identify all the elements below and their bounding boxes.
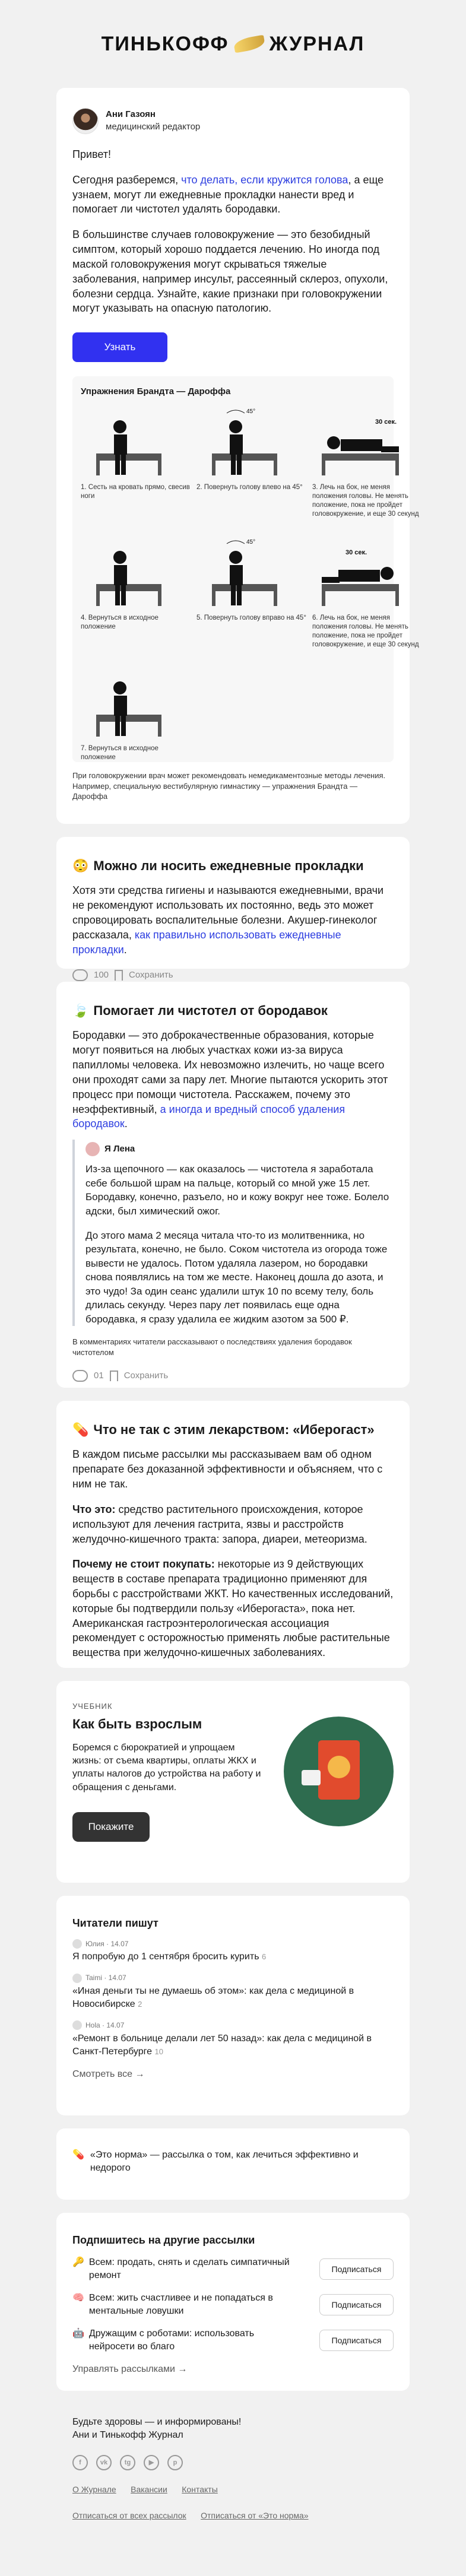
book-title: Как быть взрослым bbox=[72, 1716, 202, 1731]
norm-text: 💊 «Это норма» — рассылка о том, как лечиться эффективно и недорого bbox=[72, 2149, 394, 2175]
comment-count: 100 bbox=[94, 969, 109, 980]
pill-emoji-icon: 💊 bbox=[72, 2150, 84, 2160]
svg-text:30 сек.: 30 сек. bbox=[345, 549, 367, 557]
author-name: Ани Газоян bbox=[106, 109, 156, 120]
svg-text:45°: 45° bbox=[246, 408, 256, 415]
iberogast-p1: В каждом письме рассылки мы рассказываем вам об одном препарате без доказанной эффективности и объясняем, что с ним не так. bbox=[72, 1448, 383, 1490]
show-button[interactable]: Покажите bbox=[72, 1812, 150, 1842]
intro-paragraph-2: В большинстве случаев головокружение — это безобидный симптом, который хорошо поддается лечению. Но иногда под маской головокружения могут скрываться тяжелые заболевания, например инсульт, рассеянный склероз, опухоли, болезни сердца. Узнайте, какие признаки при головокружении могут указывать на опасную патологию. bbox=[72, 229, 388, 315]
logo-right: ЖУРНАЛ bbox=[269, 32, 365, 55]
leaf-emoji-icon: 🍃 bbox=[72, 1003, 89, 1018]
iberogast-title: 💊 Что не так с этим лекарством: «Иберогаст» bbox=[72, 1421, 394, 1439]
logo-left: ТИНЬКОФФ bbox=[101, 32, 229, 55]
footer-links bbox=[72, 2483, 394, 2496]
book-eyebrow: УЧЕБНИК bbox=[72, 1702, 113, 1711]
quote-author: Я Лена bbox=[85, 1142, 394, 1156]
subscription-row: 🤖 Дружащим с роботами: использовать нейросети во благо Подписаться bbox=[72, 2327, 394, 2353]
pads-reactions bbox=[72, 969, 394, 982]
subscription-row: 🔑 Всем: продать, снять и сделать симпатичный ремонт Подписаться bbox=[72, 2256, 394, 2282]
comment-count: 6 bbox=[261, 1952, 267, 1962]
reader-avatar bbox=[72, 2020, 82, 2030]
svg-text:30 сек.: 30 сек. bbox=[375, 418, 397, 426]
step-7-text: 7. Вернуться в исходное положение bbox=[81, 745, 158, 762]
iberogast-p2: Что это: средство растительного происхождения, которое используют для лечения гастрита, язвы и расстройств желудочно-кишечного тракта: запора, диареи, метеоризма. bbox=[72, 1503, 367, 1545]
unsubscribe-all-link[interactable]: Отписаться от всех рассылок bbox=[72, 2511, 186, 2521]
subscriptions-title: Подпишитесь на другие рассылки bbox=[72, 2234, 255, 2246]
pill-emoji-icon: 💊 bbox=[72, 1422, 89, 1437]
vk-icon[interactable]: vk bbox=[96, 2455, 112, 2470]
figure-caption: При головокружении врач может рекомендовать немедикаментозные методы лечения. Например, специальную вестибулярную гимнастику — упражнения Брандта — Дароффа bbox=[72, 771, 386, 801]
comment-count: 01 bbox=[94, 1371, 104, 1381]
quote-note: В комментариях читатели рассказывают о последствиях удаления бородавок чистотелом bbox=[72, 1337, 352, 1357]
save-label[interactable]: Сохранить bbox=[123, 1371, 169, 1381]
warts-link[interactable]: а иногда и вредный способ удаления бородавок bbox=[72, 1103, 345, 1130]
intro-card bbox=[56, 88, 419, 824]
step-3-text: 3. Лечь на бок, не меняя положения головы. Не менять положение, пока не пройдет головокружение, и еще 30 секунд bbox=[312, 484, 419, 518]
step-6-text: 6. Лечь на бок, не меняя положения головы. Не менять положение, пока не пройдет головокружение, и еще 30 секунд bbox=[312, 614, 419, 649]
step-4-image bbox=[78, 531, 191, 611]
reader-avatar bbox=[72, 1974, 82, 1983]
pads-title: 😳 Можно ли носить ежедневные прокладки bbox=[72, 857, 394, 875]
learn-button[interactable]: Узнать bbox=[72, 332, 167, 362]
intro-paragraph-1: Сегодня разберемся, что делать, если кружится голова, а еще узнаем, могут ли ежедневные прокладки нанести вред и помогает ли чистотел удалять бородавки. bbox=[72, 173, 384, 215]
iberogast-p3: Почему не стоит покупать: некоторые из 9 действующих веществ в составе препарата традиционно применяют для борьбы с расстройствами ЖКТ. Но качественных исследований, которые бы подтвердили пользу «Иберогаста», пока нет. Американская гастроэнтерологическая ассоциация рекомендует с осторожностью применять любые растительные вещества при желудочно-кишечных заболеваниях. bbox=[72, 1558, 394, 1659]
step-2-image bbox=[194, 400, 307, 480]
comment-icon[interactable] bbox=[72, 969, 88, 981]
dizziness-link[interactable]: что делать, если кружится голова bbox=[181, 173, 348, 186]
step-7-image bbox=[78, 661, 191, 741]
robot-emoji-icon: 🤖 bbox=[72, 2328, 84, 2339]
bookmark-icon[interactable] bbox=[115, 970, 123, 981]
figure-title: Упражнения Брандта — Дароффа bbox=[81, 386, 231, 397]
unsubscribe-links bbox=[72, 2510, 394, 2523]
card-icon bbox=[302, 1770, 321, 1785]
see-all-link[interactable]: Смотреть все → bbox=[72, 2069, 145, 2079]
comment-count: 10 bbox=[154, 2047, 163, 2056]
quote-paragraph-1: Из-за щепочного — как оказалось — чистотела я заработала себе большой шрам на пальце, который со мной уже 15 лет. Бородавку, конечно, разъело, но и кожу вокруг нее тоже. Болело адски, был химический ожог. bbox=[85, 1163, 389, 1217]
shocked-emoji-icon: 😳 bbox=[72, 858, 89, 873]
unsubscribe-this-link[interactable]: Отписаться от «Это норма» bbox=[201, 2511, 309, 2521]
readers-title: Читатели пишут bbox=[72, 1917, 158, 1929]
step-1-text: 1. Сесть на кровать прямо, свесив ноги bbox=[81, 484, 190, 500]
book-text: Боремся с бюрократией и упрощаем жизнь: от съема квартиры, оплаты ЖКХ и уплаты налогов до устройства на работу и обращения с деньгами. bbox=[72, 1743, 261, 1793]
step-5-image bbox=[194, 531, 307, 611]
warts-card bbox=[56, 982, 410, 1388]
feather-icon bbox=[233, 35, 265, 53]
social-links bbox=[72, 2455, 394, 2470]
step-5-text: 5. Повернуть голову вправо на 45° bbox=[196, 614, 306, 622]
avatar bbox=[72, 108, 99, 134]
pinterest-icon[interactable]: p bbox=[167, 2455, 183, 2470]
step-2-text: 2. Повернуть голову влево на 45° bbox=[196, 484, 303, 491]
emblem-icon bbox=[328, 1756, 350, 1778]
subscribe-button[interactable]: Подписаться bbox=[319, 2258, 394, 2280]
bookmark-icon[interactable] bbox=[110, 1371, 118, 1381]
step-4-text: 4. Вернуться в исходное положение bbox=[81, 614, 158, 631]
youtube-icon[interactable]: ▶ bbox=[144, 2455, 159, 2470]
comment-icon[interactable] bbox=[72, 1370, 88, 1382]
list-item[interactable]: Taimi · 14.07 «Иная деньги ты не думаешь об этом»: как дела с медициной в Новосибирске 2 bbox=[72, 1974, 354, 2010]
step-3-image bbox=[310, 400, 423, 480]
telegram-icon[interactable]: tg bbox=[120, 2455, 135, 2470]
comment-count: 2 bbox=[138, 2000, 142, 2009]
step-6-image bbox=[310, 531, 423, 611]
facebook-icon[interactable]: f bbox=[72, 2455, 88, 2470]
footer bbox=[56, 2404, 410, 2534]
greeting: Привет! bbox=[72, 148, 112, 160]
norm-card bbox=[56, 2128, 410, 2200]
pads-text: Хотя эти средства гигиены и называются ежедневными, врачи не рекомендуют использовать их постоянно, ведь это может спровоцировать воспалительные болезни. Акушер-гинеколог рассказала, как правильно использовать ежедневные прокладки. bbox=[72, 884, 384, 956]
signoff-2: Ани и Тинькофф Журнал bbox=[72, 2430, 183, 2441]
author bbox=[72, 108, 394, 134]
reader-avatar bbox=[72, 1939, 82, 1949]
vacancies-link[interactable]: Вакансии bbox=[131, 2485, 167, 2495]
warts-text: Бородавки — это доброкачественные образования, которые могут появиться на любых участках кожи из-за вируса папилломы человека. Их невозможно излечить, но чаще всего они проходят сами за пару лет. Многие пытаются ускорить этот процесс при помощи чистотела. Расскажем, почему это неэффективный, а иногда и вредный способ удаления бородавок. bbox=[72, 1029, 388, 1130]
manage-subscriptions-link[interactable]: Управлять рассылками → bbox=[72, 2364, 188, 2375]
step-1-image bbox=[78, 400, 191, 480]
quote-paragraph-2: До этого мама 2 месяца читала что-то из молитвенника, но результата, конечно, не было. Соком чистотела из огорода тоже вывести не удалось. Потом удаляла лазером, но бородавки снова появлялись на том же месте. Наконец дошла до азота, и это чудо! За один сеанс удалили штук 10 по всему телу, боль длилась секунду. Через пару лет появилась еще одна бородавка, я сразу удалила ее жидким азотом за 500 ₽. bbox=[85, 1229, 388, 1325]
subscribe-button[interactable]: Подписаться bbox=[319, 2330, 394, 2351]
pads-link[interactable]: как правильно использовать ежедневные прокладки bbox=[72, 928, 341, 956]
reader-quote bbox=[72, 1140, 394, 1326]
contacts-link[interactable]: Контакты bbox=[182, 2485, 218, 2495]
exercise-figure bbox=[72, 376, 419, 762]
key-emoji-icon: 🔑 bbox=[72, 2257, 84, 2267]
list-item[interactable]: Hola · 14.07 «Ремонт в больнице делали лет 50 назад»: как дела с медициной в Санкт-Петербурге 10 bbox=[72, 2021, 372, 2057]
pads-card bbox=[56, 837, 410, 980]
signoff-1: Будьте здоровы — и информированы! bbox=[72, 2417, 242, 2427]
svg-text:45°: 45° bbox=[246, 539, 256, 546]
quote-avatar bbox=[85, 1142, 100, 1156]
header bbox=[0, 0, 466, 88]
book-card bbox=[56, 1681, 410, 1883]
brain-emoji-icon: 🧠 bbox=[72, 2292, 84, 2303]
subscription-row: 🧠 Всем: жить счастливее и не попадаться в ментальные ловушки Подписаться bbox=[72, 2292, 394, 2318]
book-illustration bbox=[284, 1717, 394, 1826]
warts-reactions bbox=[72, 1370, 394, 1382]
save-label[interactable]: Сохранить bbox=[129, 969, 173, 980]
author-role: медицинский редактор bbox=[106, 122, 201, 132]
list-item[interactable]: Юлия · 14.07 Я попробую до 1 сентября бросить курить 6 bbox=[72, 1939, 267, 1962]
warts-title: 🍃 Помогает ли чистотел от бородавок bbox=[72, 1002, 394, 1020]
readers-card bbox=[56, 1896, 410, 2115]
about-link[interactable]: О Журнале bbox=[72, 2485, 116, 2495]
subscribe-button[interactable]: Подписаться bbox=[319, 2294, 394, 2315]
iberogast-card bbox=[56, 1401, 410, 1668]
journal-logo[interactable] bbox=[102, 30, 365, 58]
subscriptions-card bbox=[56, 2213, 410, 2391]
